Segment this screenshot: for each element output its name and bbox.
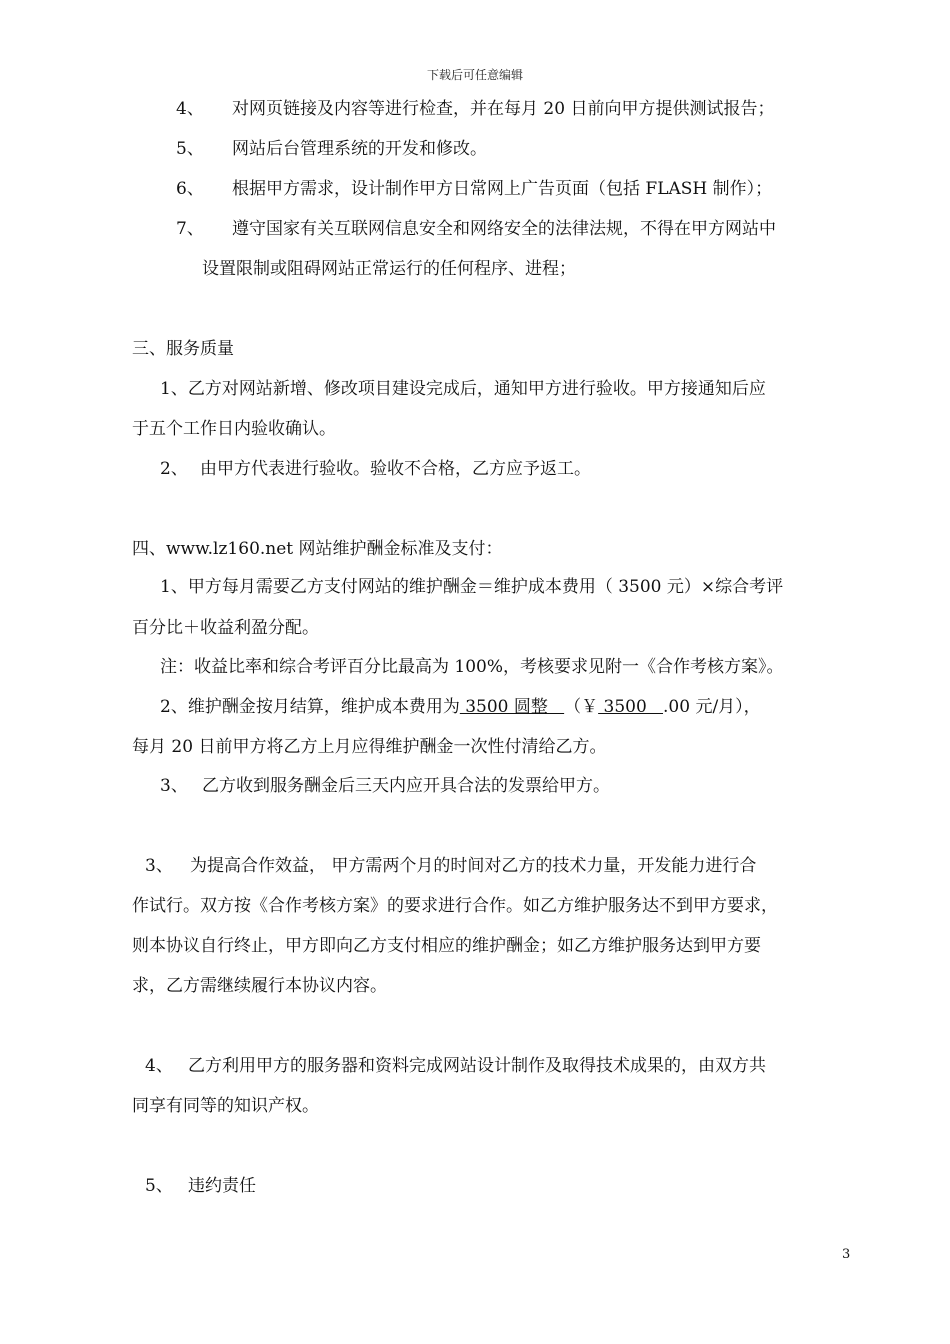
item-text: 由甲方代表进行验收。验收不合格，乙方应予返工。 <box>200 459 591 479</box>
item-text: 为提高合作效益， 甲方需两个月的时间对乙方的技术力量，开发能力进行合 <box>190 856 757 876</box>
paragraph-line <box>160 696 761 718</box>
section-heading-3: 三、服务质量 <box>132 339 234 359</box>
text-segment: （￥ <box>564 697 599 717</box>
paragraph-line: 则本协议自行终止，甲方即向乙方支付相应的维护酬金；如乙方维护服务达到甲方要 <box>132 936 761 956</box>
paragraph-line <box>145 855 756 877</box>
item-text: 根据甲方需求，设计制作甲方日常网上广告页面（包括 FLASH 制作）； <box>232 179 773 199</box>
paragraph-line: 求，乙方需继续履行本协议内容。 <box>132 976 387 996</box>
paragraph-line: 百分比＋收益利盈分配。 <box>132 618 319 638</box>
page-number: 3 <box>842 1247 851 1262</box>
item-text: 乙方利用甲方的服务器和资料完成网站设计制作及取得技术成果的，由双方共 <box>188 1056 766 1076</box>
underlined-amount: 3500 <box>598 697 664 717</box>
paragraph-line: 于五个工作日内验收确认。 <box>132 419 336 439</box>
item-number: 5、 <box>145 1176 173 1196</box>
item-number: 4、 <box>145 1056 173 1076</box>
paragraph-line: 每月 20 日前甲方将乙方上月应得维护酬金一次性付清给乙方。 <box>132 737 607 757</box>
note-line: 注：收益比率和综合考评百分比最高为 100%，考核要求见附一《合作考核方案》。 <box>160 657 784 677</box>
text-segment: .00 元/月）， <box>663 697 761 717</box>
item-text: 网站后台管理系统的开发和修改。 <box>232 139 487 159</box>
item-number: 4、 <box>176 99 204 119</box>
list-item-4 <box>176 98 774 120</box>
item-number: 3、 <box>160 776 188 796</box>
item-text: 遵守国家有关互联网信息安全和网络安全的法律法规，不得在甲方网站中 <box>232 219 776 239</box>
item-number: 6、 <box>176 179 204 199</box>
list-item-7 <box>176 218 776 240</box>
list-item-7-continuation: 设置限制或阻碍网站正常运行的任何程序、进程； <box>202 259 576 279</box>
item-text: 违约责任 <box>188 1176 256 1196</box>
paragraph-line: 1、乙方对网站新增、修改项目建设完成后，通知甲方进行验收。甲方接通知后应 <box>160 379 766 399</box>
section-heading-4: 四、www.lz160.net 网站维护酬金标准及支付： <box>132 539 503 559</box>
item-number: 7、 <box>176 219 204 239</box>
paragraph-line <box>160 775 610 797</box>
paragraph-line: 同享有同等的知识产权。 <box>132 1096 319 1116</box>
item-number: 3、 <box>145 856 173 876</box>
paragraph-line: 作试行。双方按《合作考核方案》的要求进行合作。如乙方维护服务达不到甲方要求， <box>132 896 778 916</box>
paragraph-line <box>160 458 591 480</box>
underlined-amount: 3500 圆整 <box>459 697 565 717</box>
paragraph-line <box>145 1055 766 1077</box>
page-header: 下载后可任意编辑 <box>426 68 523 82</box>
list-item-5 <box>176 138 487 160</box>
item-text: 对网页链接及内容等进行检查，并在每月 20 日前向甲方提供测试报告； <box>232 99 775 119</box>
item-number: 2、 <box>160 459 188 479</box>
list-item-6 <box>176 178 772 200</box>
item-text: 乙方收到服务酬金后三天内应开具合法的发票给甲方。 <box>202 776 610 796</box>
item-number: 5、 <box>176 139 204 159</box>
section-heading-5 <box>145 1175 256 1197</box>
text-segment: 2、维护酬金按月结算，维护成本费用为 <box>160 697 460 717</box>
paragraph-line: 1、甲方每月需要乙方支付网站的维护酬金＝维护成本费用（ 3500 元）×综合考评 <box>160 577 784 597</box>
